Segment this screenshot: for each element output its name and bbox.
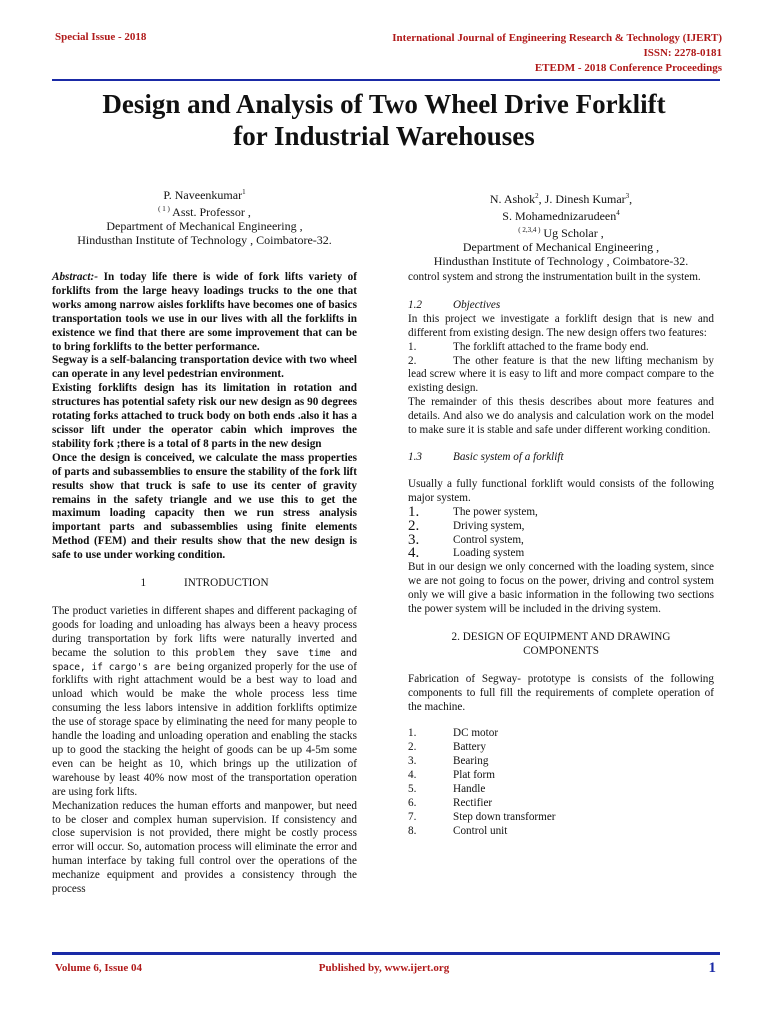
list-text: Bearing [453, 755, 489, 768]
journal-issn: ISSN: 2278-0181 [643, 47, 722, 59]
author-name-a: N. Ashok [489, 192, 536, 206]
conference-name: ETEDM - 2018 Conference Proceedings [534, 62, 722, 74]
fabrication-paragraph: Fabrication of Segway- prototype is consists of the following components to full fill the requirements of complete operation of the machine. [408, 672, 714, 713]
author-block-right [408, 189, 714, 268]
abstract-text-1: In today life there is wide of fork lifts variety of forklifts from the large heavy loadings trucks to the one that works among narrow aisles forklifts have becomes one of basics transportation tools we use in our lives with all the forklifts in existence we find that there are some improvement that can be to bring forklifts to the better performance. [52, 271, 357, 353]
journal-name: International Journal of Engineering Research & Technology (IJERT) [392, 32, 722, 44]
abstract-label: Abstract:- [52, 271, 98, 283]
intro-text-b: organized properly for the use of forklifts with right attachment would be a best way to load and unload which would be make the whole process less time consuming the less labors intensive in addition forklifts optimize the use of storage space by eliminating the need for many people to handle the loading and unloading operation and enabling the stacks up to good the stacking the height of goods can be up 4-5m some even can be height as 10, which brings up the utilization of warehouse by least 40% now most of the transportation operation are using fork lifts. [52, 660, 357, 798]
subsection-title: Basic system of a forklift [453, 450, 564, 463]
author-role-prefix: ( 1 ) [158, 205, 170, 213]
subsection-number: 1.2 [408, 298, 422, 311]
list-number: 2. [408, 517, 420, 534]
list-text: Control unit [453, 824, 508, 837]
author-block-left [52, 185, 357, 247]
author-inst: Hindusthan Institute of Technology , Coimbatore-32. [433, 254, 689, 268]
list-text: DC motor [453, 727, 499, 740]
continued-paragraph: control system and strong the instrumentation built in the system. [408, 271, 701, 283]
section-heading-design: 2. DESIGN OF EQUIPMENT AND DRAWING COMPONENTS [451, 630, 671, 657]
page-number: 1 [708, 960, 716, 976]
subsection-heading-basic-system [408, 451, 714, 465]
author-role-text: Asst. Professor , [169, 205, 251, 219]
list-text: Plat form [453, 769, 495, 782]
list-item [408, 517, 714, 534]
section-title: INTRODUCTION [184, 577, 269, 590]
subsection-heading-objectives [408, 299, 714, 313]
header-rule [52, 79, 720, 81]
list-number: 1. [408, 727, 417, 740]
list-item [408, 531, 714, 548]
design-scope-paragraph: But in our design we only concerned with the loading system, since we are not going to focus on the power, driving and control system only we will give a basic information in the following two sections the power system will be included in the driving system. [408, 561, 714, 616]
author-role [52, 202, 357, 219]
author-sup-c: 4 [616, 209, 620, 217]
author-names [408, 189, 714, 206]
footer-rule [52, 952, 720, 955]
list-number: 3. [408, 531, 420, 548]
list-item [408, 503, 714, 520]
author-dept: Department of Mechanical Engineering , [462, 240, 660, 254]
list-text: Control system, [453, 533, 524, 546]
author-name-c: S. Mohamednizarudeen [502, 209, 617, 223]
section-heading-introduction [52, 577, 357, 591]
remainder-paragraph: The remainder of this thesis describes about more features and details. And also we do analysis and calculation work on the model to make sure it is stable and safe under different working condition. [408, 396, 714, 437]
list-item [408, 783, 714, 797]
intro-paragraph [52, 605, 357, 800]
list-item [408, 769, 714, 783]
list-text: Loading system [453, 547, 525, 560]
basic-system-intro: Usually a fully functional forklift would consists of the following major system. [408, 477, 714, 504]
list-number: 1. [408, 503, 420, 520]
list-item [408, 355, 714, 397]
list-item [408, 727, 714, 741]
author-affil-sup: 1 [242, 188, 246, 196]
list-text: The power system, [453, 505, 538, 518]
abstract-paragraph-3: Existing forklifts design has its limitation in rotation and structures has potential safety risk our new design as 90 degrees rotating forks attached to truck body on both ends .also it has a scissor lift under the operator cabin which improves the stability fork ;there is a total of 8 parts in the new design [52, 382, 357, 450]
list-number: 2. [408, 354, 417, 367]
intro-text-a: The product varieties in different shapes and different packaging of goods for loading and unloading has always been a heavy process during transportation by fork lifts were naturally inverted and became the solution to this [52, 604, 357, 659]
list-number: 4. [408, 545, 420, 562]
list-number: 5. [408, 783, 417, 796]
journal-header [392, 31, 722, 76]
abstract-paragraph-1 [52, 271, 357, 354]
list-item [408, 811, 714, 825]
mechanization-paragraph: Mechanization reduces the human efforts and manpower, but need to be closer and complex human supervision. If consistency and close supervision is not provided, there might be costly process error will occur. So, automation process will eliminate the error and human interface by taking full control over the operations of the mechanize equipment and provides a consistency through the process [52, 799, 357, 896]
list-number: 4. [408, 769, 417, 782]
list-number: 7. [408, 810, 417, 823]
list-item [408, 741, 714, 755]
list-text: Driving system, [453, 519, 525, 532]
paper-title-line-2: for Industrial Warehouses [233, 121, 535, 151]
list-text: Step down transformer [453, 810, 556, 823]
list-item [408, 825, 714, 839]
list-item [408, 755, 714, 769]
author-role-text: Ug Scholar , [540, 226, 604, 240]
list-item [408, 547, 714, 561]
list-item [408, 341, 714, 355]
list-number: 8. [408, 824, 417, 837]
list-text: The other feature is that the new lifting mechanism by lead screw where it is easy to lift and more compact compare to the existing design. [408, 354, 714, 395]
list-text: Rectifier [453, 797, 493, 809]
footer-volume: Volume 6, Issue 04 [55, 962, 142, 974]
journal-issue-label: Special Issue - 2018 [55, 31, 147, 43]
author-name [52, 185, 357, 202]
list-number: 2. [408, 741, 417, 754]
author-sup-a: 2 [535, 192, 539, 200]
paper-title [40, 88, 728, 152]
abstract-paragraph-2: Segway is a self-balancing transportation device with two wheel can operate in any level pedestrian environment. [52, 354, 357, 381]
author-name-text: P. Naveenkumar [163, 188, 243, 202]
list-number: 3. [408, 755, 417, 768]
right-column [408, 271, 714, 839]
list-number: 6. [408, 797, 417, 809]
list-text: The forklift attached to the frame body end. [453, 340, 649, 353]
left-column [52, 271, 357, 897]
subsection-number: 1.3 [408, 450, 422, 463]
list-item [408, 797, 714, 811]
intro-text-mono: problem they save time and space, if cargo's are being [52, 647, 358, 673]
objectives-intro: In this project we investigate a forklift design that is new and different from existing design. The new design offers two features: [408, 312, 714, 339]
list-text: Battery [453, 741, 486, 754]
paper-title-line-1: Design and Analysis of Two Wheel Drive Forklift [102, 89, 666, 119]
author-sup-b: 3 [625, 192, 630, 200]
author-dept: Department of Mechanical Engineering , [106, 219, 303, 233]
author-names-2 [408, 206, 714, 223]
author-inst: Hindusthan Institute of Technology , Coimbatore-32. [77, 233, 332, 247]
author-role [408, 223, 714, 240]
author-sep: , [629, 192, 633, 206]
list-text: Handle [453, 783, 486, 796]
author-role-prefix: ( 2,3,4 ) [518, 226, 541, 234]
list-number: 1. [408, 340, 417, 353]
footer-publisher: Published by, www.ijert.org [318, 962, 450, 974]
section-number: 1 [140, 577, 147, 590]
abstract-paragraph-4: Once the design is conceived, we calculate the mass properties of parts and subassemblies to ensure the stability of the fork lift results show that truck is safe to use its center of gravity remains in the safety triangle and we use this to get the maximum loading capacity then we run stress analysis important parts and subassemblies using finite elements Method (FEM) and their results show that the new design is safe to use under working condition. [52, 451, 357, 562]
author-name-b: , J. Dinesh Kumar [538, 192, 626, 206]
subsection-title: Objectives [453, 298, 501, 311]
